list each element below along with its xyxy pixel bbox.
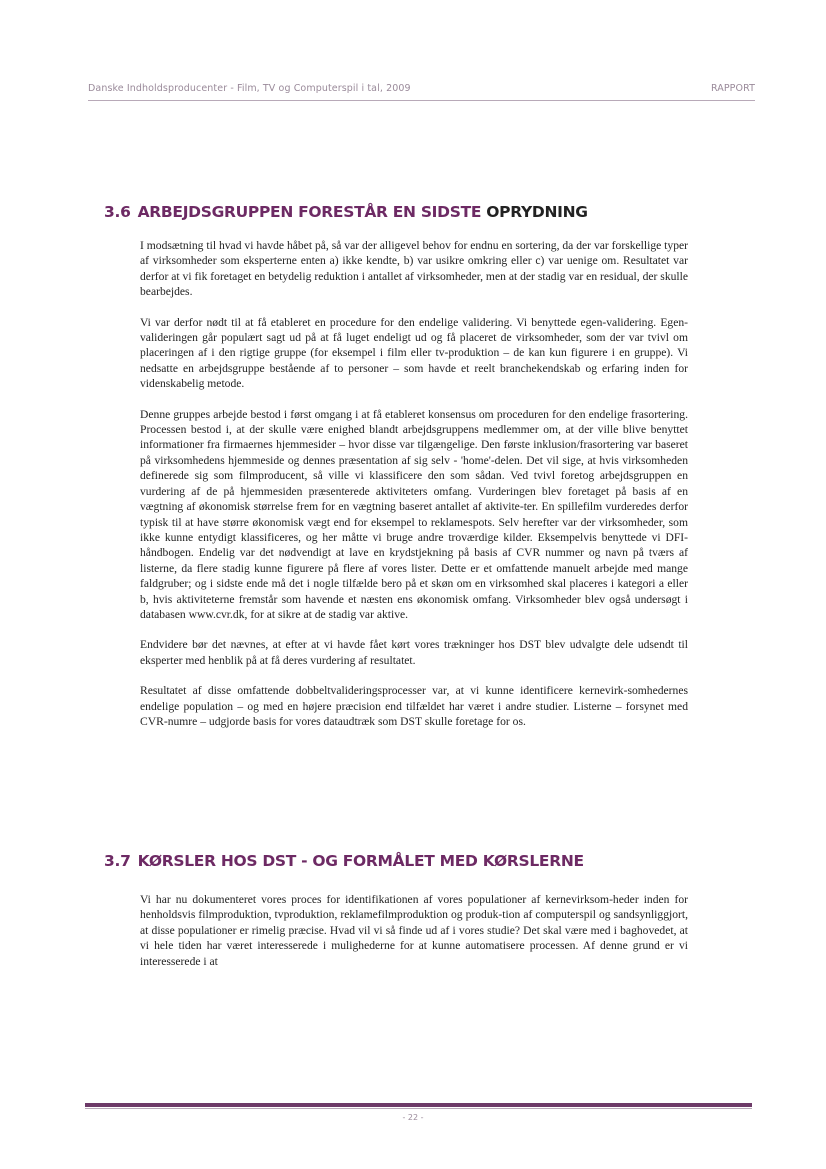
page-header — [88, 83, 755, 99]
header-title: Danske Indholdsproducenter - Film, TV og Computerspil i tal, 2009 — [88, 83, 411, 94]
paragraph: Resultatet af disse omfattende dobbeltvalideringsprocesser var, at vi kunne identificere kernevirk-somhedernes endelige population – og med en højere præcision end tilfældet har været i andre studier. Listerne – forsynet med CVR-numre – udgjorde basis for vores dataudtræk som DST skulle foretage for os. — [140, 684, 688, 728]
section-body-3-6 — [140, 238, 688, 744]
section-title-rest: OPRYDNING — [481, 203, 588, 221]
section-number: 3.6 — [104, 203, 131, 221]
footer-divider-thin — [85, 1108, 752, 1109]
footer-divider — [85, 1103, 752, 1107]
section-number: 3.7 — [104, 852, 131, 870]
paragraph: Vi har nu dokumenteret vores proces for identifikationen af vores populationer af kernevirksom-heder inden for henholdsvis filmproduktion, tvproduktion, reklamefilmproduktion og produk-tion af computerspil og sandsynliggjort, at disse populationer er rimelig præcise. Hvad vil vi så finde ud af i vores studie? Det skal være med i baghovedet, at vi hele tiden har været interesserede i mulighederne for at kunne automatisere processen. Af denne grund er vi interesserede i at — [140, 893, 688, 968]
paragraph: Denne gruppes arbejde bestod i først omgang i at få etableret konsensus om proceduren for den endelige frasortering. Processen bestod i, at der skulle være enighed blandt arbejdsgruppens medlemmer om, at der ville blive benyttet informationer fra firmaernes hjemmesider – hvor disse var tilgængelige. Den første inklusion/frasortering var baseret på virksomhedens hjemmeside og dennes præsentation af sig selv - 'home'-delen. Det vil sige, at hvis virksomheden definerede sig som filmproducent, så ville vi klassificere den som sådan. Ved tvivl foretog arbejdsgruppen en vurdering af de på hjemmesiden præsenterede aktiviteters omfang. Vurderingen blev foretaget på basis af en vægtning af økonomisk størrelse frem for en vægtning baseret antallet af aktivite-ter. En spillefilm vurderedes derfor typisk til at have større økonomisk vægt end for eksempel to reklamespots. Selv herefter var der virksomheder, som ikke kunne entydigt klassificeres, og her måtte vi bruge andre troværdige kilder. Eksempelvis benyttede vi DFI-håndbogen. Endelig var det nødvendigt at lave en krydstjekning på basis af CVR nummer og navn på tværs af listerne, da flere stadig kunne figurere på flere af vores lister. Dette er et omfattende manuelt arbejde med mange faldgruber; og i sidste ende må det i nogle tilfælde bero på et skøn om en virksomhed skal placeres i kategori a eller b, hvis aktiviteterne fremstår som havende et næsten ens økonomisk omfang. Virksomheder blev også undersøgt i databasen www.cvr.dk, for at sikre at de stadig var aktive. — [140, 407, 688, 621]
page-number: - 22 - — [402, 1113, 424, 1122]
section-title-accent: ARBEJDSGRUPPEN FORESTÅR EN SIDSTE — [137, 203, 482, 221]
paragraph: Vi var derfor nødt til at få etableret en procedure for den endelige validering. Vi benyttede egen-validering. Egen-valideringen går populært sagt ud på at få luget endeligt ud og få placeret de virksomheder, som der var tvivl om placeringen af i den rigtige gruppe (for eksempel i film eller tv-produktion – de kan kun figurere i en gruppe). Vi nedsatte en arbejdsgruppe bestående af to personer – som havde et reelt branchekendskab og erfaring inden for videnskabelig metode. — [140, 315, 688, 391]
section-title-accent: KØRSLER HOS DST - OG FORMÅLET MED KØRSLERNE — [137, 852, 584, 870]
header-label: RAPPORT — [710, 83, 755, 94]
paragraph: Endvidere bør det nævnes, at efter at vi havde fået kørt vores trækninger hos DST blev udvalgte dele udsendt til eksperter med henblik på at få deres vurdering af resultatet. — [140, 638, 688, 667]
paragraph: I modsætning til hvad vi havde håbet på, så var der alligevel behov for endnu en sortering, da der var forskellige typer af virksomheder som eksperterne enten a) ikke kendte, b) var usikre omkring eller c) var uenige om. Resultatet var derfor at vi fik foretaget en betydelig reduktion i antallet af virksomheder, men at der stadig var en residual, der skulle bearbejdes. — [140, 239, 688, 299]
section-heading-3-7 — [104, 852, 584, 870]
section-heading-3-6 — [104, 203, 588, 221]
header-divider — [88, 100, 755, 101]
section-body-3-7 — [140, 892, 688, 984]
